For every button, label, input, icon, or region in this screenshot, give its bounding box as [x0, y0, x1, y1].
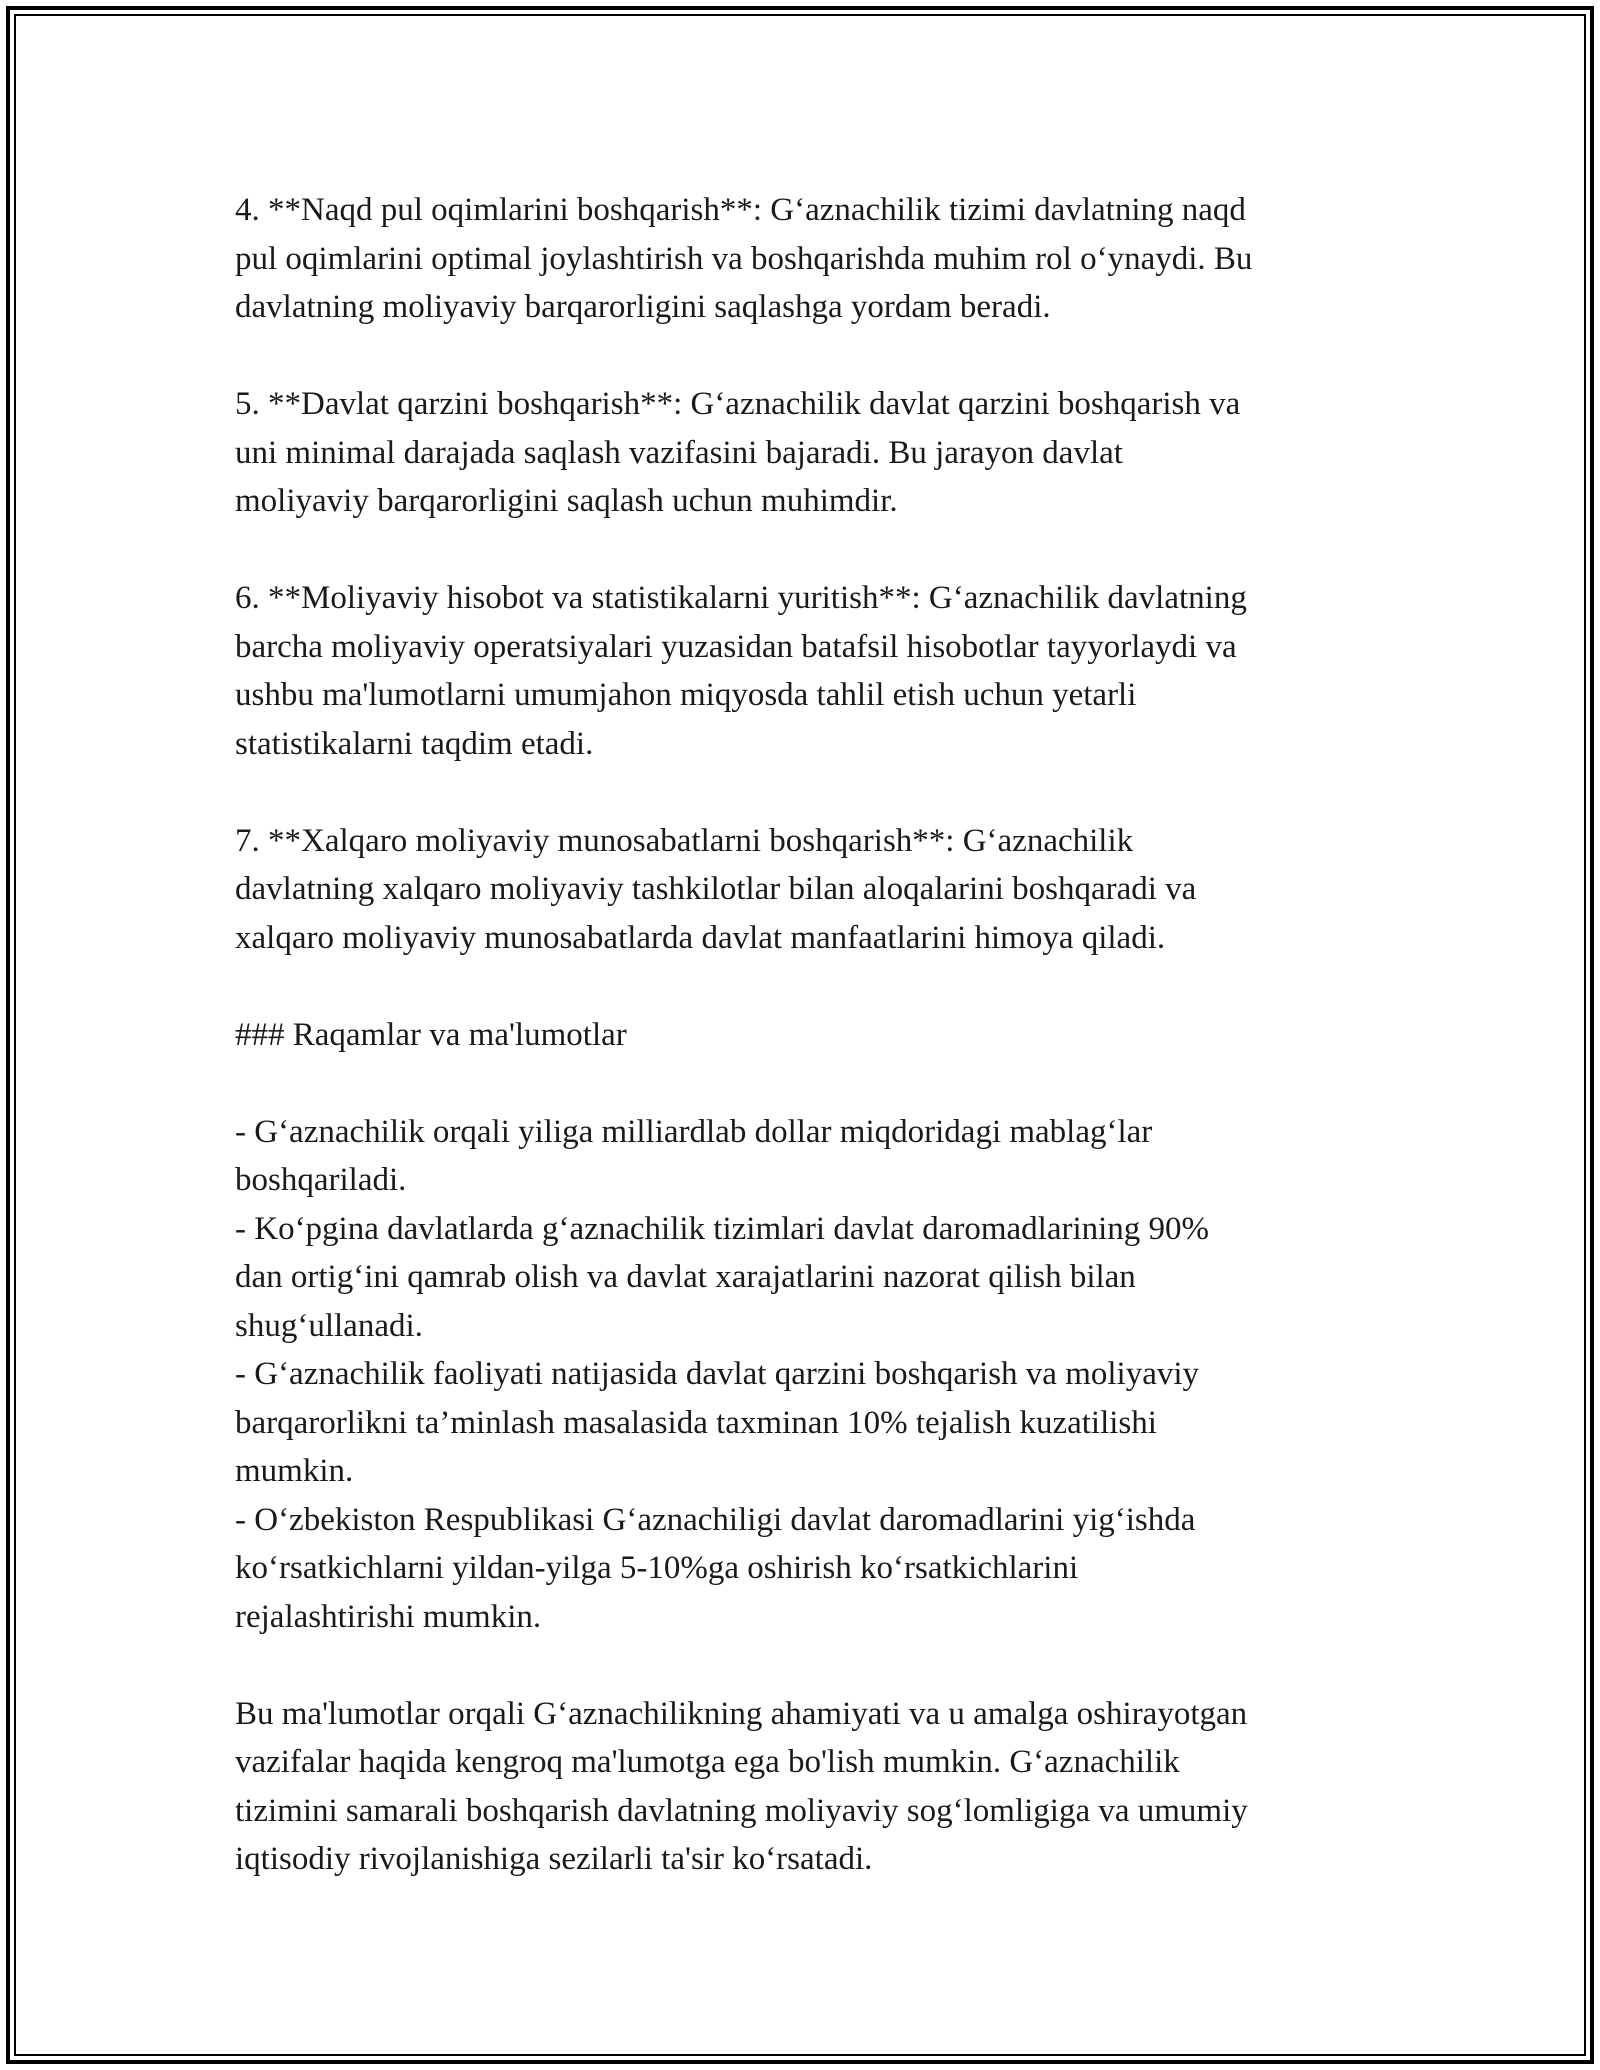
text-line: dan ortig‘ini qamrab olish va davlat xarajatlarini nazorat qilish bilan [235, 1259, 1136, 1295]
text-line: - Ko‘pgina davlatlarda g‘aznachilik tizimlari davlat daromadlarining 90% [235, 1210, 1210, 1247]
text-line: pul oqimlarini optimal joylashtirish va boshqarishda muhim rol o‘ynaydi. Bu [235, 240, 1253, 277]
text-line: 7. **Xalqaro moliyaviy munosabatlarni boshqarish**: G‘aznachilik [235, 822, 1134, 859]
text-line: vazifalar haqida kengroq ma'lumotga ega bo'lish mumkin. G‘aznachilik [235, 1744, 1180, 1780]
text-line: davlatning moliyaviy barqarorligini saqlashga yordam beradi. [235, 289, 1051, 325]
document-body [235, 186, 1395, 1932]
text-line: ushbu ma'lumotlarni umumjahon miqyosda tahlil etish uchun yetarli [235, 677, 1137, 713]
heading-text: ### Raqamlar va ma'lumotlar [235, 1016, 627, 1053]
text-line: 6. **Moliyaviy hisobot va statistikalarni yuritish**: G‘aznachilik davlatning [235, 580, 1247, 616]
text-line: 5. **Davlat qarzini boshqarish**: G‘aznachilik davlat qarzini boshqarish va [235, 386, 1241, 422]
text-line: barcha moliyaviy operatsiyalari yuzasidan batafsil hisobotlar tayyorlaydi va [235, 628, 1237, 665]
text-line: ko‘rsatkichlarni yildan-yilga 5-10%ga oshirish ko‘rsatkichlarini [235, 1550, 1079, 1586]
text-line: xalqaro moliyaviy munosabatlarda davlat manfaatlarini himoya qiladi. [235, 919, 1166, 956]
section-heading [235, 1011, 1395, 1060]
text-line: - G‘aznachilik orqali yiliga milliardlab dollar miqdoridagi mablag‘lar [235, 1113, 1153, 1150]
text-line: tizimini samarali boshqarish davlatning moliyaviy sog‘lomligiga va umumiy [235, 1792, 1248, 1829]
bullet-list [235, 1108, 1395, 1642]
list-item-5 [235, 380, 1395, 526]
text-line: statistikalarni taqdim etadi. [235, 725, 594, 762]
list-item-7 [235, 817, 1395, 963]
text-line: - G‘aznachilik faoliyati natijasida davlat qarzini boshqarish va moliyaviy [235, 1356, 1200, 1392]
text-line: boshqariladi. [235, 1162, 407, 1198]
text-line: 4. **Naqd pul oqimlarini boshqarish**: G‘aznachilik tizimi davlatning naqd [235, 192, 1246, 228]
text-line: davlatning xalqaro moliyaviy tashkilotlar bilan aloqalarini boshqaradi va [235, 871, 1197, 907]
list-item-4 [235, 186, 1395, 332]
conclusion-paragraph [235, 1690, 1395, 1884]
text-line: Bu ma'lumotlar orqali G‘aznachilikning ahamiyati va u amalga oshirayotgan [235, 1695, 1248, 1732]
text-line: rejalashtirishi mumkin. [235, 1598, 542, 1635]
text-line: uni minimal darajada saqlash vazifasini bajaradi. Bu jarayon davlat [235, 434, 1123, 471]
text-line: - O‘zbekiston Respublikasi G‘aznachiligi davlat daromadlarini yig‘ishda [235, 1501, 1196, 1538]
text-line: barqarorlikni ta’minlash masalasida taxminan 10% tejalish kuzatilishi [235, 1404, 1157, 1441]
text-line: iqtisodiy rivojlanishiga sezilarli ta'sir ko‘rsatadi. [235, 1841, 873, 1877]
text-line: mumkin. [235, 1453, 354, 1489]
text-line: moliyaviy barqarorligini saqlash uchun muhimdir. [235, 483, 898, 519]
text-line: shug‘ullanadi. [235, 1307, 423, 1344]
list-item-6 [235, 574, 1395, 768]
